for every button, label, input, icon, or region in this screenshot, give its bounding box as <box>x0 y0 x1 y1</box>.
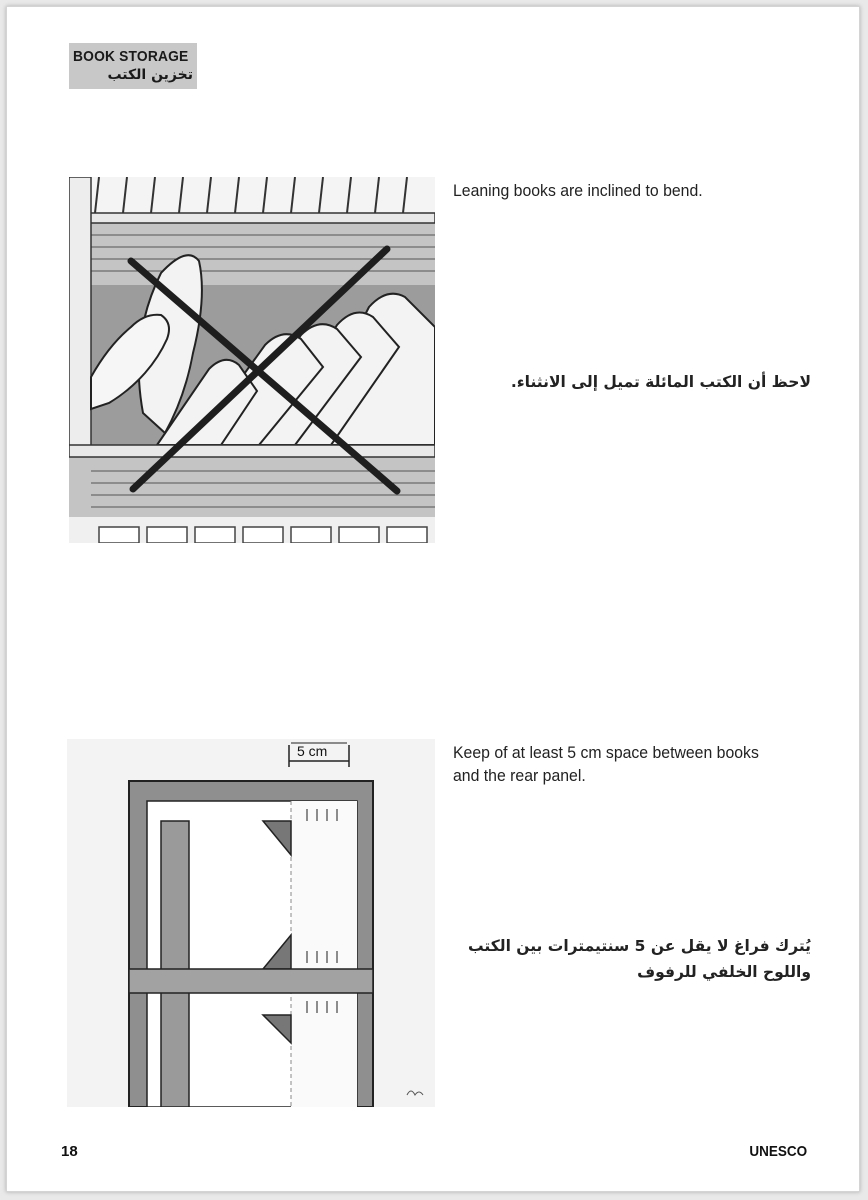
shelf-gap-diagram <box>67 739 435 1107</box>
publisher-name: UNESCO <box>749 1143 807 1160</box>
caption-ar-2 <box>468 933 811 985</box>
caption-ar-2-line-1: يُترك فراغ لا يقل عن 5 سنتيمترات بين الكتب <box>468 937 811 955</box>
caption-ar-2-line-2: واللوح الخلفي للرفوف <box>637 963 811 981</box>
caption-en-1-line: Leaning books are inclined to bend. <box>453 181 703 200</box>
leaning-books-illustration <box>69 177 435 543</box>
caption-ar-1-line: لاحظ أن الكتب المائلة تميل إلى الانثناء. <box>510 373 811 391</box>
caption-en-2-line-2: and the rear panel. <box>453 766 586 785</box>
document-page <box>6 6 860 1192</box>
caption-ar-1 <box>511 369 811 395</box>
section-title-ar: تخزين الكتب <box>107 67 193 83</box>
caption-en-2 <box>453 741 759 787</box>
caption-en-2-line-1: Keep of at least 5 cm space between books <box>453 743 759 762</box>
section-title-en: BOOK STORAGE <box>73 48 189 65</box>
section-tag <box>69 43 197 89</box>
page-number: 18 <box>61 1143 78 1160</box>
dimension-label: 5 cm <box>297 743 328 759</box>
caption-en-1 <box>453 179 703 202</box>
